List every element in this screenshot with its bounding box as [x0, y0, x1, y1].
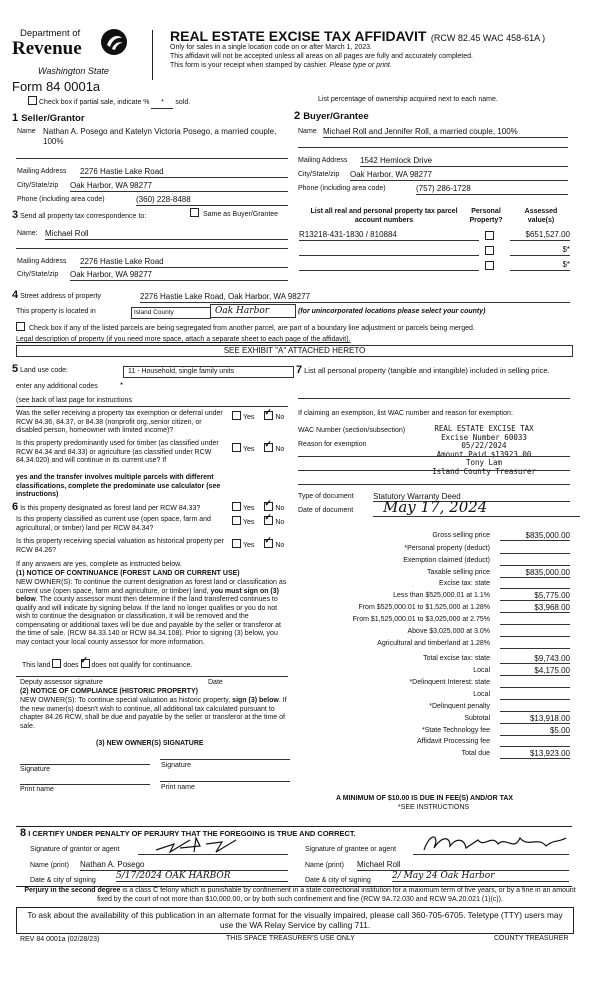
owner-sig-line-1 [20, 764, 150, 765]
segregated-label: Check box if any of the listed parcels are being segregated from another parcel, are part of a boundary line adjustment or parcels being merged. [28, 325, 475, 332]
tax-row-value[interactable] [500, 639, 570, 649]
notice2-body [20, 697, 290, 731]
exempt-line-3 [298, 484, 570, 485]
legal-label: Legal description of property (if you need more space, attach a separate sheet to each page of the affidavit). [16, 336, 351, 343]
f2-no-checkbox[interactable] [264, 516, 273, 525]
grantor-date-field[interactable]: 5/17/2024 OAK HARBOR [116, 871, 288, 882]
seller-name-line [16, 158, 288, 159]
tax-row-value[interactable]: $835,000.00 [500, 568, 570, 578]
footer-treasurer-use: THIS SPACE TREASURER'S USE ONLY [226, 935, 355, 942]
grantee-sig-label: Signature of grantee or agent [305, 846, 397, 853]
minimum-fee-note: A MINIMUM OF $10.00 IS DUE IN FEE(S) AND/OR TAX [336, 795, 514, 802]
tax-row-label: Exemption claimed (deduct) [403, 557, 490, 564]
forest-q3: Is this property receiving special valuation as historical property per RCW 84.26? [16, 538, 225, 554]
partial-percent-field[interactable]: * [151, 99, 173, 109]
tax-row-value[interactable] [500, 556, 570, 566]
tax-row-value[interactable]: $5.00 [500, 726, 570, 736]
f1-yes-checkbox[interactable] [232, 502, 241, 511]
tax-row-value[interactable]: $13,918.00 [500, 714, 570, 724]
header-sub2: This affidavit will not be accepted unless all areas on all pages are fully and accurately completed. [170, 53, 473, 60]
personal-line-1 [298, 398, 570, 399]
tax-row-label: *State Technology fee [422, 727, 490, 734]
landuse-label: Land use code: [20, 367, 68, 374]
corr-num: 3 [12, 209, 19, 221]
certify-text: I CERTIFY UNDER PENALTY OF PERJURY THAT THE FOREGOING IS TRUE AND CORRECT. [28, 829, 356, 838]
f1-no: No [275, 505, 285, 512]
f1-no-checkbox[interactable] [264, 502, 273, 511]
corr-city-label: City/State/zip [17, 271, 59, 278]
f3-yes-checkbox[interactable] [232, 539, 241, 548]
wac-label: WAC Number (section/subsection) [298, 427, 406, 434]
partial-label: Check box if partial sale, indicate % [39, 99, 150, 106]
does-not-checkbox[interactable] [81, 659, 90, 668]
tax-row-value[interactable]: $9,743.00 [500, 654, 570, 664]
forest-q2: Is this property classified as current use (open space, farm and agricultural, or timber) land per RCW 84.34? [16, 516, 211, 532]
corr-line2 [16, 248, 288, 249]
owner-sig-label-2: Signature [161, 762, 191, 769]
q-exemption: Was the seller receiving a property tax exemption or deferral under RCW 84.36, 84.37, or 84.38 (nonprofit org.,senior citizen, or disabled person, homeowner with limited income)? [16, 410, 223, 434]
owner-sig-label-1: Signature [20, 766, 50, 773]
seller-phone-label: Phone (including area code) [17, 196, 105, 203]
f2-yes-checkbox[interactable] [232, 516, 241, 525]
segregated-row [16, 322, 475, 334]
grantor-date-label: Date & city of signing [30, 877, 96, 884]
tax-row-value[interactable]: $4,175.00 [500, 666, 570, 676]
tax-row-label: Gross selling price [432, 532, 490, 539]
certify-num: 8 [20, 827, 27, 839]
buyer-phone-field[interactable]: (757) 286-1728 [416, 184, 568, 195]
tax-row-value[interactable] [500, 702, 570, 712]
street-address-row [12, 291, 101, 302]
tax-row-value[interactable] [500, 544, 570, 554]
street-address-field[interactable]: 2276 Hastie Lake Road, Oak Harbor, WA 98277 [140, 292, 570, 303]
tax-row-value[interactable]: $13,923.00 [500, 749, 570, 759]
tax-row-label: From $1,525,000.01 to $3,025,000 at 2.75% [352, 616, 490, 623]
revenue-swoosh-icon [100, 28, 128, 56]
landuse-row [12, 365, 68, 376]
tax-row-label: Local [473, 667, 490, 674]
county-select[interactable]: Island County [131, 307, 211, 319]
same-as-buyer-checkbox[interactable] [190, 208, 199, 217]
q-timber-bold: yes and the transfer involves multiple parcels with different classifications, complete the predominate use calculator (see instructions) [16, 474, 221, 498]
parcel-row-2-number[interactable] [299, 245, 479, 256]
q2-yes-checkbox[interactable] [232, 443, 241, 452]
located-label: This property is located in [16, 308, 96, 315]
seller-mail-field[interactable]: 2276 Hastie Lake Road [80, 167, 288, 178]
this-land: This land [22, 662, 51, 669]
stamp-line-5: Tony Lam [465, 458, 503, 468]
tax-row-label: From $525,000.01 to $1,525,000 at 1.28% [358, 604, 490, 611]
seller-mail-label: Mailing Address [17, 168, 67, 175]
notice2-a: NEW OWNER(S): To continue special valuation as historic property, [20, 697, 231, 704]
q-exemption-answers [232, 411, 284, 423]
corr-city-field[interactable]: Oak Harbor, WA 98277 [70, 270, 288, 281]
personal-header: Personal Property? [469, 208, 503, 224]
buyer-name-label: Name [298, 128, 317, 135]
exempt-line-2 [298, 470, 570, 471]
corr-mail-label: Mailing Address [17, 258, 67, 265]
parcel-row-2-value[interactable]: $* [510, 245, 570, 256]
notice2-b: . If the new owner(s) doesn't wish to continue, all additional tax calculated pursuant to chapter 84.26 RCW, shall be due and payable by the seller or transferor at the time of sale. [20, 697, 287, 730]
forest-q2-answers [232, 516, 284, 528]
buyer-phone-label: Phone (including area code) [298, 185, 386, 192]
buyer-city-label: City/State/zip [298, 171, 340, 178]
landuse-num: 5 [12, 363, 19, 375]
f1-yes: Yes [243, 505, 255, 512]
forest-q1 [12, 503, 232, 514]
additional-codes-label: enter any additional codes [16, 383, 98, 390]
owner-sig-line-2 [160, 759, 290, 760]
notice1-a: NEW OWNER(S): To continue the current designation as forest land or classification as current use (open space, farm and agriculture, or timber) land, [16, 579, 287, 595]
seller-num: 1 [12, 112, 19, 124]
tax-row-value[interactable] [500, 615, 570, 625]
landuse-select[interactable]: 11 - Household, single family units [123, 366, 294, 378]
footer-county-treasurer: COUNTY TREASURER [494, 935, 569, 942]
corr-label: Send all property tax correspondence to: [20, 213, 147, 220]
q-timber: Is this property predominantly used for timber (as classified under RCW 84.34 and 84.33) or agriculture (as classified under RCW 84.34.020) and will continue in its current use? If [16, 440, 219, 464]
buyer-heading [294, 110, 369, 122]
parcel-row-3-personal-checkbox[interactable] [485, 261, 494, 270]
tax-row-value[interactable] [500, 627, 570, 637]
buyer-mail-label: Mailing Address [298, 157, 348, 164]
stamp-line-3: 05/22/2024 [461, 441, 507, 451]
dept-line1: Department of [20, 28, 81, 39]
f2-no: No [275, 519, 285, 526]
title-ref: (RCW 82.45 WAC 458-61A ) [430, 33, 546, 43]
parcel-row-1-number[interactable]: R13218-431-1830 / 810884 [299, 230, 479, 241]
stamp-line-1: REAL ESTATE EXCISE TAX [434, 424, 534, 433]
parcel-row-2-personal-checkbox[interactable] [485, 246, 494, 255]
deputy-date-label: Date [208, 679, 223, 686]
q1-yes: Yes [243, 414, 255, 421]
parcel-row-1-personal-checkbox[interactable] [485, 231, 494, 240]
corr-mail-field[interactable]: 2276 Hastie Lake Road [80, 257, 288, 268]
corr-name-label: Name: [17, 230, 38, 237]
reason-label: Reason for exemption [298, 441, 367, 448]
continuance-row [22, 659, 192, 671]
address-label: Street address of property [20, 293, 102, 300]
forest-q1-answers [232, 502, 284, 514]
tax-row-value[interactable]: $5,775.00 [500, 591, 570, 601]
perjury-bold: Perjury in the second degree [24, 887, 121, 894]
grantee-date-field[interactable]: 2/ May 24 Oak Harbor [392, 871, 569, 882]
owner-print-line-1 [20, 784, 150, 785]
seller-title: Seller/Grantor [21, 113, 85, 124]
seller-name-field[interactable]: Nathan A. Posego and Katelyn Victoria Posego, a married couple, 100% [43, 127, 277, 146]
tax-row-value[interactable]: $835,000.00 [500, 531, 570, 541]
does-label: does [63, 662, 79, 669]
q1-no-checkbox[interactable] [264, 411, 273, 420]
notice1-heading: (1) NOTICE OF CONTINUANCE (FOREST LAND OR CURRENT USE) [16, 570, 240, 577]
doc-type-label: Type of document [298, 493, 354, 500]
buyer-city-field[interactable]: Oak Harbor, WA 98277 [350, 170, 568, 181]
personal-num: 7 [296, 364, 303, 376]
assessed-header: Assessed value(s) [524, 208, 558, 224]
tax-row-label: Total due [461, 750, 490, 757]
sub3-italic: Please type or print. [329, 62, 392, 69]
ownership-note: List percentage of ownership acquired next to each name. [318, 96, 498, 103]
see-last-page: (see back of last page for instructions [16, 397, 132, 404]
same-as-buyer [190, 208, 278, 220]
q1-no: No [275, 414, 285, 421]
personal-label: List all personal property (tangible and intangible) included in selling price. [304, 366, 550, 375]
grantee-date-label: Date & city of signing [305, 877, 371, 884]
f3-no: No [275, 542, 285, 549]
seller-city-field[interactable]: Oak Harbor, WA 98277 [70, 181, 288, 192]
dept-line2: Revenue [12, 38, 82, 59]
alt-format-text: To ask about the availability of this publication in an alternate format for the visually impaired, please call 360-705-6705. Teletype (TTY) users may use the WA Relay Service by calling 711. [27, 910, 563, 930]
notice2-heading: (2) NOTICE OF COMPLIANCE (HISTORIC PROPERTY) [20, 688, 198, 695]
alt-format-box [16, 907, 574, 934]
city-handwritten[interactable]: Oak Harbor [210, 304, 296, 318]
f3-yes: Yes [243, 542, 255, 549]
partial-sale-row [28, 96, 190, 109]
buyer-num: 2 [294, 110, 301, 122]
tax-row-label: *Delinquent Interest: state [409, 679, 490, 686]
corr-name-field[interactable]: Michael Roll [45, 229, 288, 240]
q2-no-checkbox[interactable] [264, 443, 273, 452]
grantor-signature-icon[interactable] [150, 834, 260, 856]
tax-row-value[interactable]: $3,968.00 [500, 603, 570, 613]
grantee-name-field[interactable]: Michael Roll [357, 860, 569, 871]
legal-description-field[interactable]: SEE EXHIBIT "A" ATTACHED HERETO [16, 345, 573, 357]
seller-phone-field[interactable]: (360) 228-8488 [136, 195, 288, 206]
tax-row-label: *Delinquent penalty [429, 703, 490, 710]
parcel-header: List all real and personal property tax parcel account numbers [310, 208, 458, 224]
partial-suffix: sold. [175, 99, 191, 106]
address-num: 4 [12, 289, 19, 301]
seller-name-label: Name [17, 128, 36, 135]
forest-num: 6 [12, 501, 19, 513]
deputy-label: Deputy assessor signature [20, 679, 103, 686]
treasurer-stamp [414, 425, 554, 477]
parcel-row-3-number[interactable] [299, 260, 479, 271]
tax-row-value[interactable] [500, 579, 570, 589]
tax-row-label: Subtotal [464, 715, 490, 722]
tax-row-label: Above $3,025,000 at 3.0% [407, 628, 490, 635]
perjury-text [20, 887, 580, 904]
exemption-label: If claiming an exemption, list WAC number and reason for exemption: [298, 410, 513, 417]
stamp-line-4: Amount Paid $13923.00 [436, 449, 532, 459]
tax-row-label: Excise tax: state [439, 580, 490, 587]
partial-sale-checkbox[interactable] [28, 96, 37, 105]
grantee-signature-icon[interactable] [420, 830, 570, 856]
forest-q1-text: Is this property designated as forest land per RCW 84.33? [20, 505, 201, 512]
form-number: Form 84 0001a [12, 79, 101, 94]
see-instructions: *SEE INSTRUCTIONS [398, 804, 470, 811]
owner-print-label-2: Print name [161, 784, 195, 791]
tax-row-value[interactable] [500, 690, 570, 700]
owner-print-label-1: Print name [20, 786, 54, 793]
grantor-sig-label: Signature of grantor or agent [30, 846, 120, 853]
stamp-line-2: Excise Number 60033 [441, 432, 527, 442]
deputy-sig-line [16, 676, 288, 677]
tax-row-label: Local [473, 691, 490, 698]
buyer-name-line2 [298, 147, 568, 148]
notice2-bold: sign (3) below [232, 697, 279, 704]
seller-heading [12, 112, 85, 124]
f3-no-checkbox[interactable] [264, 539, 273, 548]
if-yes-note: If any answers are yes, complete as instructed below. [16, 561, 182, 568]
segregated-checkbox[interactable] [16, 322, 25, 331]
tax-row-label: *Personal property (deduct) [404, 545, 490, 552]
notice3-heading: (3) NEW OWNER(S) SIGNATURE [96, 740, 204, 747]
title-text: REAL ESTATE EXCISE TAX AFFIDAVIT [170, 28, 427, 44]
same-label: Same as Buyer/Grantee [202, 211, 279, 218]
buyer-mail-field[interactable]: 1542 Hemlock Drive [360, 156, 568, 167]
tax-row-label: Taxable selling price [426, 569, 490, 576]
tax-row-label: Agricultural and timberland at 1.28% [377, 640, 490, 647]
sub3-text: This form is your receipt when stamped by cashier. [170, 62, 328, 69]
correspondence-row [12, 211, 146, 222]
doc-date-label: Date of document [298, 507, 354, 514]
personal-property-row [296, 366, 571, 377]
owner-print-line-2 [160, 781, 290, 782]
vertical-divider [152, 30, 153, 80]
q1-yes-checkbox[interactable] [232, 411, 241, 420]
stamp-line-6: Island County Treasurer [432, 466, 536, 476]
q2-no: No [275, 446, 285, 453]
revenue-logo [12, 28, 132, 80]
tax-row-label: Total excise tax: state [423, 655, 490, 662]
f2-yes: Yes [243, 519, 255, 526]
cert-top-rule [16, 826, 572, 827]
q-timber-answers [232, 443, 284, 455]
buyer-title: Buyer/Grantee [303, 111, 369, 122]
parcel-row-1-value[interactable]: $651,527.00 [510, 230, 570, 241]
does-not-label: does not qualify for continuance. [91, 662, 193, 669]
grantor-name-label: Name (print) [30, 862, 69, 869]
grantor-name-field[interactable]: Nathan A. Posego [80, 860, 288, 871]
additional-codes-field[interactable]: * [120, 381, 124, 390]
exempt-line-1 [298, 456, 570, 457]
doc-type-field[interactable]: Statutory Warranty Deed [373, 492, 570, 502]
header-sub1: Only for sales in a single location code on or after March 1, 2023. [170, 44, 372, 51]
unincorporated-note: (for unincorporated locations please select your county) [298, 308, 486, 315]
notice1-bold: you must sign on (3) below [16, 587, 279, 603]
forest-q3-answers [232, 539, 284, 551]
doc-date-field[interactable]: May 17, 2024 [373, 498, 580, 517]
notice1-b: . The county assessor must then determine if the land transferred continues to qualify and will indicate by signing below. If the land no longer qualifies or you do not wish to continue the designation or classification, it will be removed and the compensating or additional taxes will be due and payable by the seller or transferor at the time of sale. (RCW 84.33.140 or RCW 84.34.108). Prior to signing (3) below, you may contact your local county assessor for more information. [16, 596, 281, 646]
dept-line3: Washington State [38, 66, 109, 76]
perjury-body: is a class C felony which is punishable by confinement in a state correctional institution for a maximum term of five years, or by a fine in an amount fixed by the court of not more than $10,000.00, or by both such confinement and fine (RCW 9A.72.030 and RCW 9A.20.021 (1)(c)). [97, 887, 576, 903]
notice1-body [16, 579, 290, 647]
tax-row-label: Affidavit Processing fee [416, 738, 490, 745]
landuse-divider [16, 406, 288, 407]
tax-row-value[interactable] [500, 737, 570, 747]
q2-yes: Yes [243, 446, 255, 453]
grantee-name-label: Name (print) [305, 862, 344, 869]
seller-city-label: City/State/zip [17, 182, 59, 189]
tax-row-value[interactable] [500, 678, 570, 688]
tax-row-label: Less than $525,000.01 at 1.1% [393, 592, 490, 599]
does-checkbox[interactable] [52, 659, 61, 668]
header-sub3 [170, 62, 392, 71]
parcel-row-3-value[interactable]: $* [510, 260, 570, 271]
buyer-name-field[interactable]: Michael Roll and Jennifer Roll, a married couple, 100% [323, 127, 568, 138]
footer-form-rev: REV 84 0001a (02/28/23) [20, 936, 100, 943]
